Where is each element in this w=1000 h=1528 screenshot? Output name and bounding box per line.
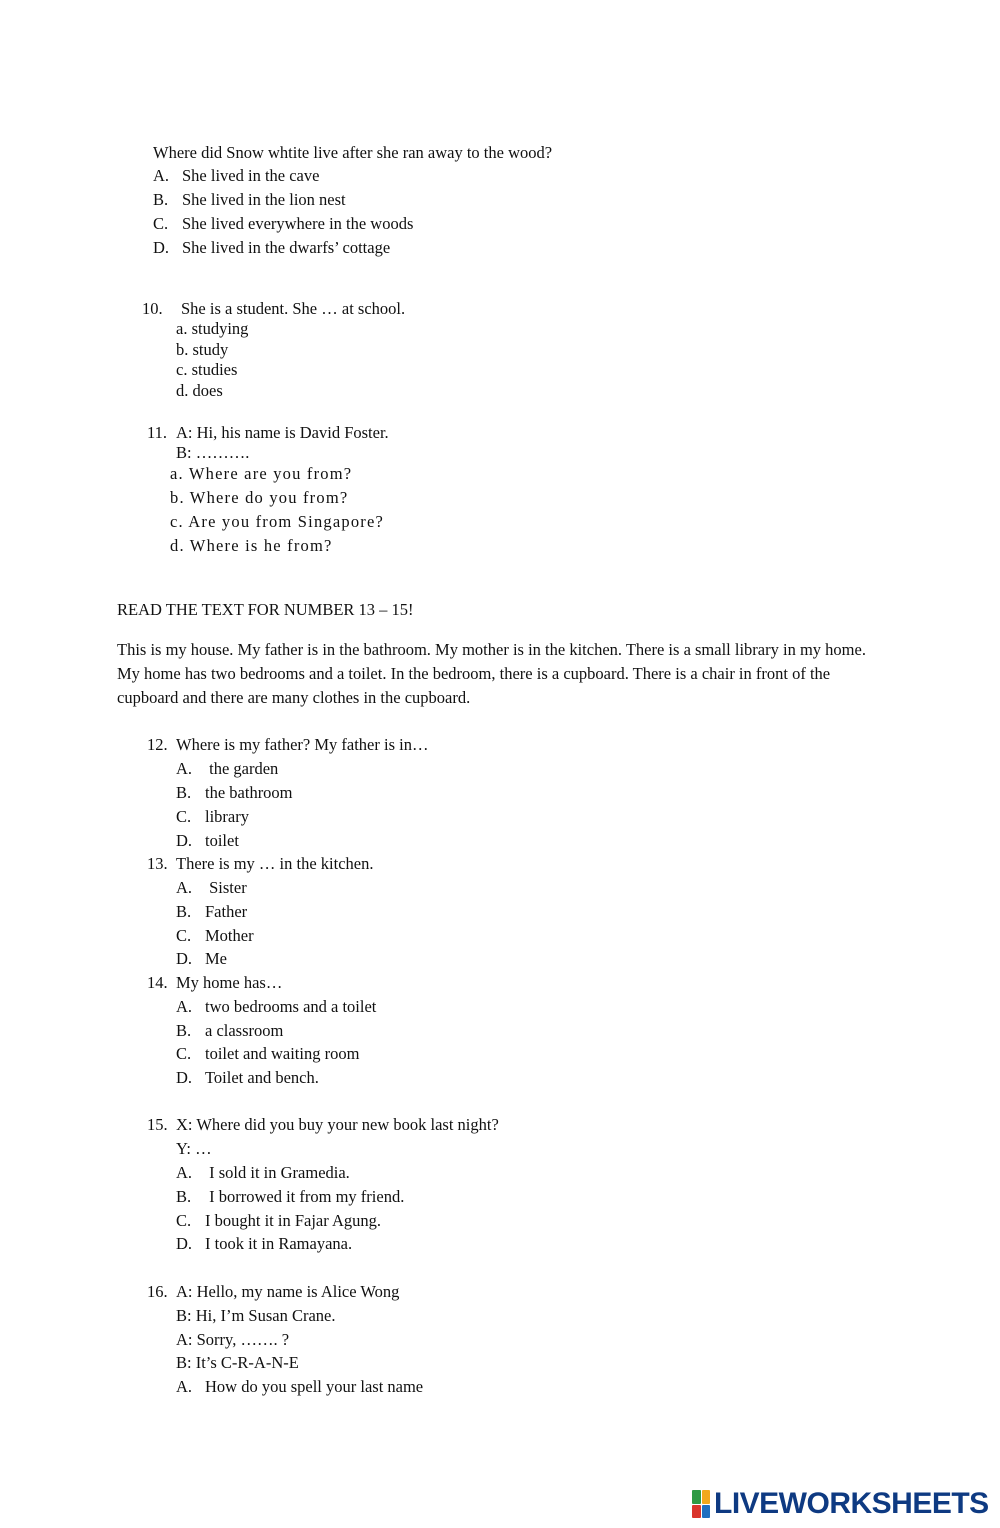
option-text: I borrowed it from my friend.	[205, 1187, 405, 1206]
option-text: I sold it in Gramedia.	[205, 1163, 350, 1182]
q15-line-x: X: Where did you buy your new book last night?	[176, 1115, 499, 1134]
q15-option-b[interactable]	[176, 1187, 404, 1207]
option-letter: A.	[176, 997, 193, 1016]
option-letter: D.	[176, 949, 193, 968]
q15-line-y: Y: …	[176, 1139, 212, 1158]
logo-square-red	[692, 1505, 701, 1519]
q13-option-c[interactable]	[176, 926, 254, 946]
q14-option-d[interactable]	[176, 1068, 319, 1088]
q15-option-c[interactable]	[176, 1211, 381, 1231]
liveworksheets-mark-icon	[692, 1490, 710, 1518]
option-text: She lived in the cave	[182, 166, 320, 185]
q13-option-d[interactable]	[176, 949, 227, 969]
q13-question-line	[147, 854, 374, 874]
q14-option-b[interactable]	[176, 1021, 283, 1041]
option-letter: C.	[176, 926, 192, 945]
q11-option-a[interactable]: a. Where are you from?	[170, 464, 353, 483]
q11-option-d[interactable]: d. Where is he from?	[170, 536, 333, 555]
option-letter: C.	[176, 1211, 192, 1230]
q14-option-c[interactable]	[176, 1044, 359, 1064]
logo-square-yellow	[702, 1490, 711, 1504]
q15-option-d[interactable]	[176, 1234, 352, 1254]
q9-option-c[interactable]	[153, 214, 413, 234]
reading-paragraph: This is my house. My father is in the bathroom. My mother is in the kitchen. There is a small library in my home. My home has two bedrooms and a toilet. In the bedroom, there is a cupboard. There is a chair in front of the cupboard and there are many clothes in the cupboard.	[117, 640, 866, 707]
option-text: toilet	[205, 831, 239, 850]
q9-question: Where did Snow whtite live after she ran away to the wood?	[153, 143, 553, 162]
q14-question: My home has…	[176, 973, 283, 992]
q9-option-a[interactable]	[153, 166, 319, 186]
option-letter: B.	[176, 783, 192, 802]
q11-question-line	[147, 423, 389, 443]
q12-question-line	[147, 735, 428, 755]
option-letter: A.	[176, 1163, 193, 1182]
option-text: Mother	[205, 926, 254, 945]
option-letter: A.	[176, 1377, 193, 1396]
option-letter: D.	[176, 1068, 193, 1087]
q12-option-c[interactable]	[176, 807, 249, 827]
q9-option-d[interactable]	[153, 238, 390, 258]
option-letter: A.	[176, 878, 193, 897]
reading-heading: READ THE TEXT FOR NUMBER 13 – 15!	[117, 600, 414, 619]
option-text: How do you spell your last name	[205, 1377, 424, 1396]
q15-option-a[interactable]	[176, 1163, 350, 1183]
q11-line-a: A: Hi, his name is David Foster.	[176, 423, 389, 442]
q11-line-b: B: ……….	[176, 443, 250, 462]
q12-question: Where is my father? My father is in…	[176, 735, 429, 754]
option-letter: D.	[176, 1234, 193, 1253]
option-text: a classroom	[205, 1021, 284, 1040]
q10-option-b[interactable]: b. study	[176, 340, 229, 359]
q9-option-b[interactable]	[153, 190, 346, 210]
question-number: 10.	[142, 299, 163, 318]
question-number: 13.	[147, 854, 168, 873]
q16-line-1: A: Hello, my name is Alice Wong	[176, 1282, 400, 1301]
question-number: 16.	[147, 1282, 168, 1301]
option-text: Sister	[205, 878, 247, 897]
option-letter: C.	[176, 1044, 192, 1063]
question-number: 11.	[147, 423, 168, 442]
option-text: She lived in the dwarfs’ cottage	[182, 238, 391, 257]
option-text: She lived everywhere in the woods	[182, 214, 414, 233]
q16-option-a[interactable]	[176, 1377, 423, 1397]
option-letter: B.	[153, 190, 169, 209]
question-number: 12.	[147, 735, 168, 754]
option-text: She lived in the lion nest	[182, 190, 346, 209]
option-text: I bought it in Fajar Agung.	[205, 1211, 381, 1230]
option-text: toilet and waiting room	[205, 1044, 360, 1063]
question-number: 14.	[147, 973, 168, 992]
q10-option-a[interactable]: a. studying	[176, 319, 249, 338]
q10-option-d[interactable]: d. does	[176, 381, 223, 400]
q14-question-line	[147, 973, 282, 993]
logo-wordmark: LIVEWORKSHEETS	[714, 1487, 989, 1520]
q16-line-4: B: It’s C-R-A-N-E	[176, 1353, 299, 1372]
q12-option-a[interactable]	[176, 759, 278, 779]
q12-option-b[interactable]	[176, 783, 293, 803]
option-text: Father	[205, 902, 248, 921]
option-letter: D.	[153, 238, 170, 257]
q10-question: She is a student. She … at school.	[181, 299, 406, 318]
q16-line-3: A: Sorry, ……. ?	[176, 1330, 290, 1349]
option-text: the bathroom	[205, 783, 293, 802]
q12-option-d[interactable]	[176, 831, 239, 851]
liveworksheets-logo	[692, 1488, 989, 1520]
option-letter: C.	[176, 807, 192, 826]
option-letter: D.	[176, 831, 193, 850]
question-number: 15.	[147, 1115, 168, 1134]
option-letter: B.	[176, 1187, 192, 1206]
q16-line-2: B: Hi, I’m Susan Crane.	[176, 1306, 336, 1325]
option-text: library	[205, 807, 249, 826]
q10-option-c[interactable]: c. studies	[176, 360, 238, 379]
q13-question: There is my … in the kitchen.	[176, 854, 374, 873]
q13-option-b[interactable]	[176, 902, 247, 922]
option-text: Me	[205, 949, 227, 968]
q13-option-a[interactable]	[176, 878, 247, 898]
option-letter: C.	[153, 214, 169, 233]
logo-square-green	[692, 1490, 701, 1504]
option-letter: A.	[153, 166, 170, 185]
q16-question-line	[147, 1282, 399, 1302]
option-letter: B.	[176, 1021, 192, 1040]
option-letter: B.	[176, 902, 192, 921]
option-letter: A.	[176, 759, 193, 778]
option-text: Toilet and bench.	[205, 1068, 319, 1087]
q10-question-line	[142, 299, 405, 319]
q11-option-c[interactable]: c. Are you from Singapore?	[170, 512, 385, 531]
option-text: the garden	[205, 759, 279, 778]
option-text: I took it in Ramayana.	[205, 1234, 353, 1253]
option-text: two bedrooms and a toilet	[205, 997, 377, 1016]
logo-square-blue	[702, 1505, 711, 1519]
q15-question-line	[147, 1115, 499, 1135]
q11-option-b[interactable]: b. Where do you from?	[170, 488, 349, 507]
q14-option-a[interactable]	[176, 997, 376, 1017]
